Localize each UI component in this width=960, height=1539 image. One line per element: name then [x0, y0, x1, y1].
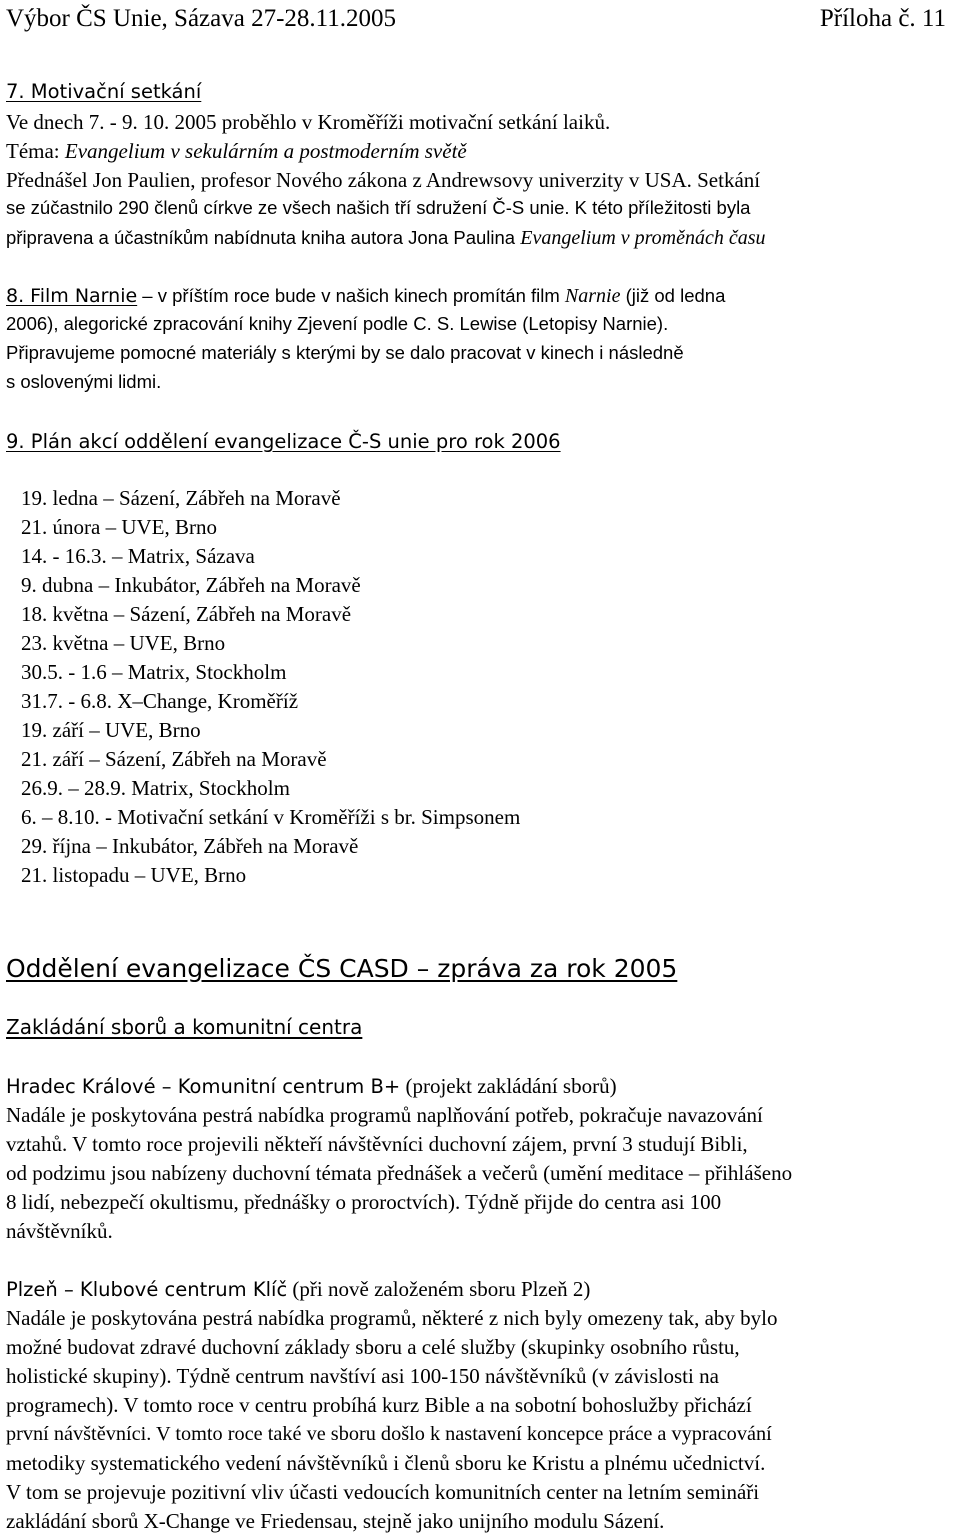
- event-item: 30.5. - 1.6 – Matrix, Stockholm: [21, 660, 287, 684]
- event-item: 26.9. – 28.9. Matrix, Stockholm: [21, 776, 290, 800]
- report-subtitle: Zakládání sborů a komunitní centra: [6, 1015, 363, 1039]
- event-item: 29. října – Inkubátor, Zábřeh na Moravě: [21, 834, 359, 858]
- header-title: Výbor ČS Unie, Sázava 27-28.11.2005: [6, 5, 396, 32]
- plzen-line: Nadále je poskytována pestrá nabídka programů, některé z nich byly omezeny tak, aby bylo: [6, 1306, 778, 1330]
- section-7-line-1: Ve dnech 7. - 9. 10. 2005 proběhlo v Kroměříži motivační setkání laiků.: [6, 110, 611, 134]
- section-8-line-2: 2006), alegorické zpracování knihy Zjevení podle C. S. Lewise (Letopisy Narnie).: [6, 313, 669, 334]
- film-title: Narnie: [564, 285, 621, 307]
- topic-label: Téma:: [6, 139, 65, 163]
- report-title: Oddělení evangelizace ČS CASD – zpráva za rok 2005: [6, 954, 678, 983]
- event-item: 6. – 8.10. - Motivační setkání v Kroměříži s br. Simpsonem: [21, 805, 521, 829]
- event-item: 23. května – UVE, Brno: [21, 631, 226, 655]
- section-8-line-1: [6, 286, 725, 306]
- event-item: 18. května – Sázení, Zábřeh na Moravě: [21, 602, 352, 626]
- event-item: 31.7. - 6.8. X–Change, Kroměříž: [21, 689, 299, 713]
- section-7-line-4: se zúčastnilo 290 členů církve ze všech našich tří sdružení Č-S unie. K této příležitosti byla: [6, 197, 751, 218]
- section-7-line-5: [6, 228, 766, 248]
- event-item: 21. listopadu – UVE, Brno: [21, 863, 247, 887]
- plzen-line: možné budovat zdravé duchovní základy sboru a celé služby (skupinky osobního růstu,: [6, 1335, 740, 1359]
- hradec-line: vztahů. V tomto roce projevili někteří návštěvníci duchovní zájem, první 3 studují Bibli,: [6, 1132, 748, 1156]
- event-item: 14. - 16.3. – Matrix, Sázava: [21, 544, 255, 568]
- hradec-heading-line: [6, 1076, 617, 1097]
- section-8-heading: 8. Film Narnie: [6, 285, 138, 307]
- section-7-line-3: Přednášel Jon Paulien, profesor Nového zákona z Andrewsovy univerzity v USA. Setkání: [6, 168, 761, 192]
- plzen-line: první návštěvníci. V tomto roce také ve sboru došlo k nastavení koncepce práce a vypracování: [6, 1423, 772, 1445]
- hradec-heading: Hradec Králové – Komunitní centrum B+: [6, 1075, 401, 1098]
- hradec-note: (projekt zakládání sborů): [400, 1074, 617, 1098]
- plzen-note: (při nově založeném sboru Plzeň 2): [287, 1277, 591, 1301]
- event-item: 19. ledna – Sázení, Zábřeh na Moravě: [21, 486, 341, 510]
- plzen-heading: Plzeň – Klubové centrum Klíč: [6, 1278, 288, 1301]
- book-intro: připravena a účastníkům nabídnuta kniha autora Jona Paulina: [6, 227, 521, 248]
- topic-title: Evangelium v sekulárním a postmoderním světě: [64, 139, 467, 163]
- event-item: 21. září – Sázení, Zábřeh na Moravě: [21, 747, 327, 771]
- event-item: 21. února – UVE, Brno: [21, 515, 217, 539]
- hradec-line: návštěvníků.: [6, 1219, 113, 1243]
- event-item: 19. září – UVE, Brno: [21, 718, 201, 742]
- plzen-line: holistické skupiny). Týdně centrum navštíví asi 100-150 návštěvníků (v závislosti na: [6, 1364, 719, 1388]
- event-item: 9. dubna – Inkubátor, Zábřeh na Moravě: [21, 573, 361, 597]
- hradec-line: Nadále je poskytována pestrá nabídka programů naplňování potřeb, pokračuje navazování: [6, 1103, 763, 1127]
- plzen-line: zakládání sborů X-Change ve Friedensau, stejně jako unijního modulu Sázení.: [6, 1509, 665, 1533]
- hradec-line: 8 lidí, nebezpečí okultismu, přednášky o proroctvích). Týdně přijde do centra asi 100: [6, 1190, 722, 1214]
- plzen-line: metodiky systematického vedení návštěvníků i členů sboru ke Kristu a plnému učednictví.: [6, 1451, 766, 1475]
- page-header: [6, 6, 950, 31]
- hradec-line: od podzimu jsou nabízeny duchovní témata přednášek a večerů (umění meditace – přihlášeno: [6, 1161, 793, 1185]
- section-9-heading: 9. Plán akcí oddělení evangelizace Č-S unie pro rok 2006: [6, 430, 561, 453]
- film-text: – v příštím roce bude v našich kinech promítán film: [137, 285, 565, 306]
- plzen-line: programech). V tomto roce v centru probíhá kurz Bible a na sobotní bohoslužby přichází: [6, 1393, 752, 1417]
- section-8-line-4: s oslovenými lidmi.: [6, 371, 162, 392]
- section-8-line-3: Připravujeme pomocné materiály s kterými by se dalo pracovat v kinech i následně: [6, 342, 684, 363]
- plzen-line: V tom se projevuje pozitivní vliv účasti vedoucích komunitních center na letním semináři: [6, 1480, 760, 1504]
- book-title: Evangelium v proměnách času: [520, 227, 766, 249]
- header-attachment: Příloha č. 11: [819, 5, 946, 32]
- plzen-heading-line: [6, 1279, 590, 1300]
- film-note: (již od ledna: [620, 285, 726, 306]
- section-7-line-2: [6, 141, 467, 162]
- section-7-heading: 7. Motivační setkání: [6, 80, 202, 103]
